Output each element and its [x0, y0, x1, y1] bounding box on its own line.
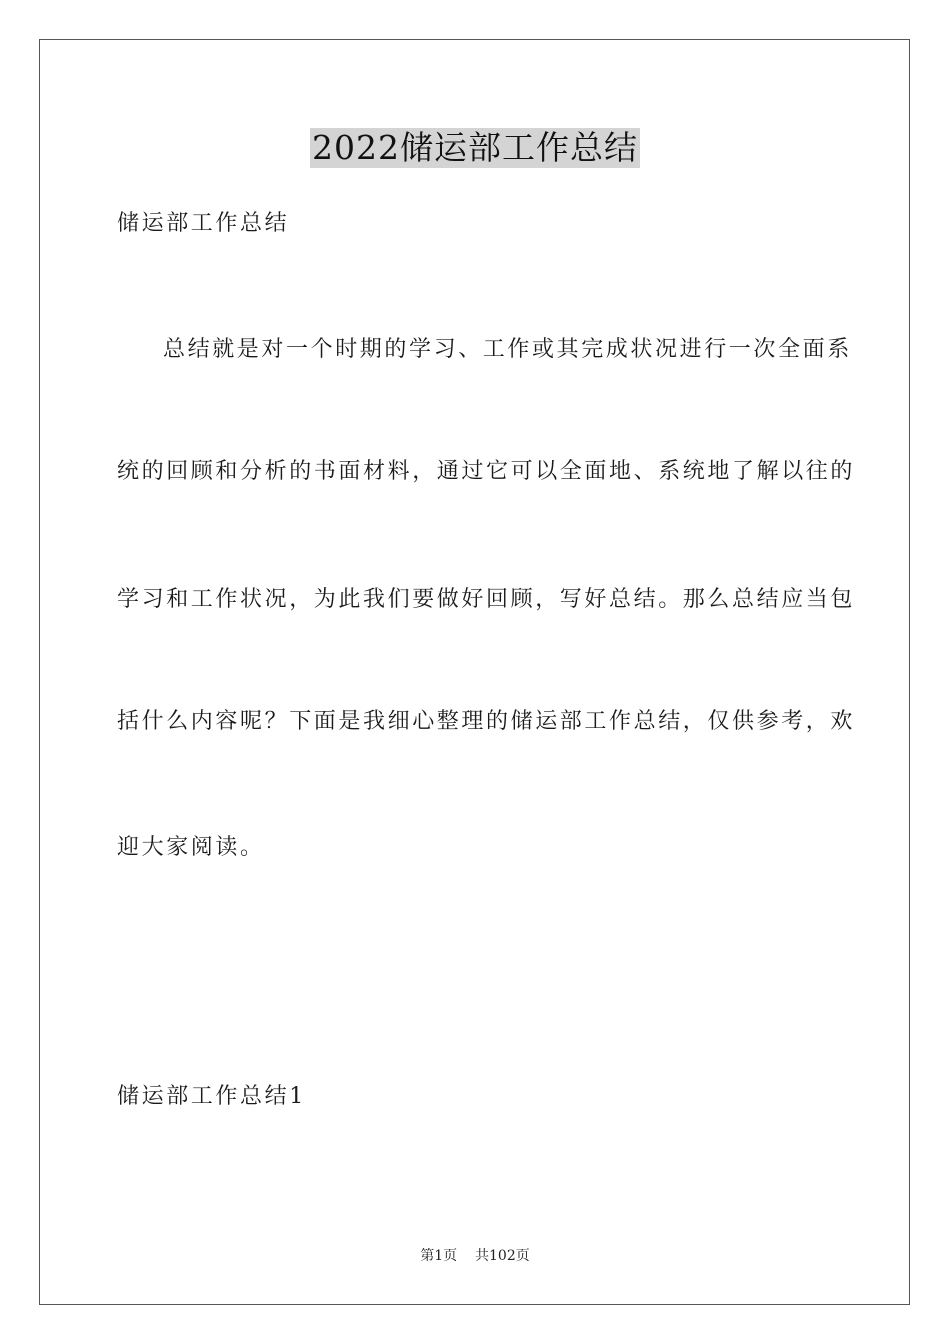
title-container [0, 128, 950, 168]
footer-spacer [457, 1248, 475, 1264]
intro-line-3: 学习和工作状况，为此我们要做好回顾，写好总结。那么总结应当包 [117, 587, 856, 612]
document-title: 2022储运部工作总结 [312, 128, 638, 167]
section-heading: 储运部工作总结1 [117, 1084, 306, 1109]
subtitle: 储运部工作总结 [117, 211, 290, 236]
intro-line-1: 总结就是对一个时期的学习、工作或其完成状况进行一次全面系 [163, 337, 852, 362]
page-footer [0, 1246, 950, 1266]
total-pages-text: 共102页 [475, 1248, 530, 1264]
intro-line-4: 括什么内容呢？下面是我细心整理的储运部工作总结，仅供参考，欢 [117, 709, 856, 734]
intro-line-5: 迎大家阅读。 [117, 835, 265, 860]
current-page-text: 第1页 [420, 1248, 458, 1264]
intro-line-2: 统的回顾和分析的书面材料，通过它可以全面地、系统地了解以往的 [117, 459, 856, 484]
